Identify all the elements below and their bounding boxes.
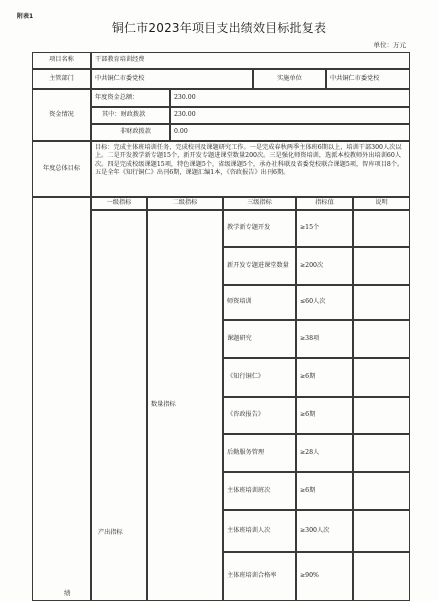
indicator-name: 师资培训 [223, 285, 296, 320]
indicator-value: ≥300人次 [296, 510, 353, 552]
funds-total-label: 年度资金总额： [91, 89, 170, 107]
indicator-name: 后勤服务管理 [223, 434, 296, 472]
funds-nonfiscal-label: 非财政拨款 [91, 124, 170, 141]
indicator-name: 课题研究 [223, 320, 296, 358]
indicator-note [353, 510, 410, 552]
performance-indicator-section [32, 197, 91, 601]
indicator-value: ≥28人 [296, 434, 353, 472]
indicator-name: 《咨政报告》 [223, 397, 296, 434]
indicator-note [353, 320, 410, 358]
department-label: 主管部门 [32, 69, 91, 89]
page-title: 铜仁市2023年项目支出绩效目标批复表 [111, 21, 327, 35]
indicator-value: ≥15个 [296, 210, 353, 247]
header-level1: 一级指标 [91, 197, 147, 210]
indicator-note [353, 434, 410, 472]
indicator-name: 《知行铜仁》 [223, 358, 296, 397]
indicator-name: 新开发专题进课堂数量 [223, 247, 296, 285]
department-value: 中共铜仁市委党校 [91, 69, 253, 89]
project-name-label: 项目名称 [32, 52, 91, 69]
header-value: 指标值 [296, 197, 353, 210]
indicator-name: 教学新专题开发 [223, 210, 296, 247]
indicator-value: ≥200次 [296, 247, 353, 285]
funds-fiscal-value: 230.00 [170, 107, 410, 124]
indicator-note [353, 552, 410, 601]
header-level3: 三级指标 [223, 197, 296, 210]
funds-total-value: 230.00 [170, 89, 410, 107]
header-level2: 二级指标 [147, 197, 223, 210]
indicator-name: 主体班培训人次 [223, 510, 296, 552]
attachment-label: 附表1 [17, 13, 34, 20]
unit-label: 单位：万元 [373, 41, 406, 49]
funds-label: 资金情况 [32, 89, 91, 141]
annual-goal-label: 年度总体目标 [32, 141, 91, 197]
impl-unit-value: 中共铜仁市委党校 [326, 69, 410, 89]
indicator-note [353, 285, 410, 320]
indicator-note [353, 397, 410, 434]
indicator-value: ≥6期 [296, 397, 353, 434]
impl-unit-label: 实施单位 [253, 69, 326, 89]
performance-table [32, 52, 410, 601]
indicator-value: ≤60人次 [296, 285, 353, 320]
level1-output-label: 产出指标 [98, 529, 123, 536]
indicator-name: 主体班培训合格率 [223, 552, 296, 601]
indicator-value: ≥6期 [296, 472, 353, 510]
annual-goal-text: 目标：完成主体班培训任务，完成校刊及课题研究工作。一是完成春秋两季主体班6期以上，培训干部300人次以上。二是开发教学新专题15个，新开发专题进课堂数量200次。三是强化师资培训，选派本校教师外出培训60人次。四是完成校级课题15项，特色课题5个，省级课题5个，承办社科联及省委党校联合课题5项，智库项目8个。五是全年《知行铜仁》出刊6期，课题汇编1本，《咨政报告》出刊6期。 [91, 141, 410, 197]
indicator-note [353, 247, 410, 285]
funds-nonfiscal-value: 0.00 [170, 124, 410, 141]
indicator-value: ≥38项 [296, 320, 353, 358]
indicator-note [353, 358, 410, 397]
section-label: 绩 [64, 589, 71, 598]
indicator-note [353, 472, 410, 510]
level2-quantity-label: 数量指标 [147, 210, 223, 601]
level1-output-cell [91, 210, 147, 601]
indicator-value: ≥6期 [296, 358, 353, 397]
header-note: 说明 [353, 197, 410, 210]
indicator-name: 主体班培训班次 [223, 472, 296, 510]
funds-fiscal-label: 其中：财政拨款 [91, 107, 170, 124]
indicator-value: ≥90% [296, 552, 353, 601]
indicator-note [353, 210, 410, 247]
project-name-value: 干部教育培训经费 [91, 52, 410, 69]
